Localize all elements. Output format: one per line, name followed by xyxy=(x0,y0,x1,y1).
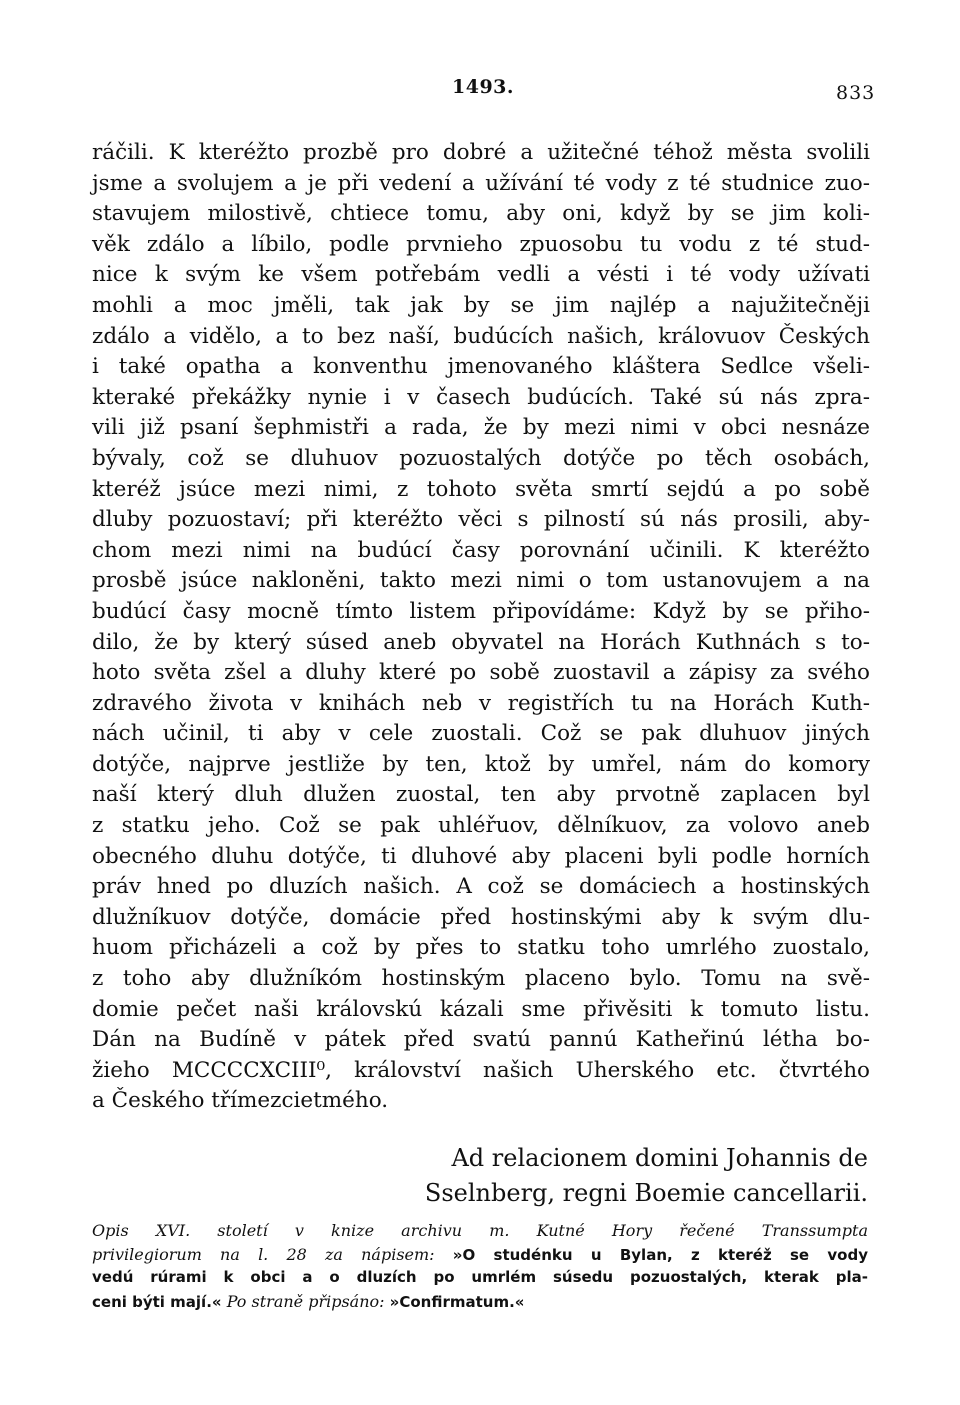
text-line: věk zdálo a líbilo, podle prvnieho zpuosobu tu vodu z té stud- xyxy=(92,231,870,257)
text-line: jsme a svolujem a je při vedení a užívání té vody z té studnice zuo- xyxy=(92,170,870,196)
main-text xyxy=(92,138,870,1117)
text-line: z toho aby dlužníkóm hostinským placeno bylo. Tomu na svě- xyxy=(92,966,870,992)
text-line: hoto světa zšel a dluhy které po sobě zuostavil a zápisy za svého xyxy=(92,660,870,686)
text-line: i také opatha a konventhu jmenovaného kláštera Sedlce všeli- xyxy=(92,354,870,380)
text-line: dilo, že by který súsed aneb obyvatel na Horách Kuthnách s to- xyxy=(92,629,870,655)
text-line: nách učinil, ti aby v cele zuostali. Což se pak dluhuov jiných xyxy=(92,721,870,747)
source-note-line xyxy=(92,1266,868,1290)
text-line: práv hned po dluzích našich. A což se domáciech a hostinských xyxy=(92,874,870,900)
text-line: žieho MCCCCXCIII⁰, království našich Uherského etc. čtvrtého xyxy=(92,1057,870,1083)
text-line: stavujem milostivě, chtiece tomu, aby oni, když by se jim koli- xyxy=(92,201,870,227)
text-line: vili již psaní šephmistři a rada, že by mezi nimi v obci nesnáze xyxy=(92,415,870,441)
source-note-italic: Opis XVI. století v knize archivu m. Kutné Hory řečené Transsumpta xyxy=(92,1221,868,1240)
source-note-title: »O studénku u Bylan, z kteréž se vody xyxy=(452,1245,868,1264)
text-line: bývaly, což se dluhuov pozuostalých dotýče po těch osobách, xyxy=(92,445,870,471)
signature-line: Ad relacionem domini Johannis de xyxy=(451,1144,868,1172)
text-line: mohli a moc jměli, tak jak by se jim najlép a najužitečněji xyxy=(92,292,870,318)
source-note-italic: privilegiorum na l. 28 za nápisem: xyxy=(92,1244,435,1264)
text-line: chom mezi nimi na budúcí časy porovnání učinili. K kteréžto xyxy=(92,537,870,563)
page-header xyxy=(0,76,960,106)
text-line: obecného dluhu dotýče, ti dluhové aby placeni byli podle horních xyxy=(92,843,870,869)
text-line: dotýče, najprve jestliže by ten, ktož by umřel, nám do komory xyxy=(92,751,870,777)
text-line: kteraké překážky nynie i v časech budúcích. Také sú nás zpra- xyxy=(92,384,870,410)
text-line: Dán na Budíně v pátek před svatú pannú Katheřinú létha bo- xyxy=(92,1027,870,1053)
source-note-title: vedú rúrami k obci a o dluzích po umrlém súsedu pozuostalých, kterak pla- xyxy=(92,1268,868,1286)
text-line: zdálo a vidělo, a to bez naší, budúcích našich, královuov Českých xyxy=(92,323,870,349)
text-line: ráčili. K kteréžto prozbě pro dobré a užitečné téhož města svolili xyxy=(92,140,870,165)
text-line: nice k svým ke všem potřebám vedli a vésti i té vody užívati xyxy=(92,262,870,288)
chancery-signature xyxy=(425,1141,868,1211)
text-line: zdravého života v knihách neb v registřích tu na Horách Kuth- xyxy=(92,690,870,716)
source-note-line xyxy=(92,1243,868,1267)
source-note-line xyxy=(92,1219,868,1243)
text-line: dlužníkuov dotýče, domácie před hostinskými aby k svým dlu- xyxy=(92,904,870,930)
source-note-italic: Po straně připsáno: xyxy=(226,1291,385,1311)
text-line: dluby pozuostaví; při kteréžto věci s pilností sú nás prosili, aby- xyxy=(92,507,870,533)
text-line: huom přicházeli a což by přes to statku toho umrlého zuostalo, xyxy=(92,935,870,961)
source-note-confirmatum: »Confirmatum.« xyxy=(389,1292,525,1311)
page-number: 833 xyxy=(836,82,876,104)
text-line: kteréž jsúce mezi nimi, z tohoto světa smrtí sejdú a po sobě xyxy=(92,476,870,502)
text-line: z statku jeho. Což se pak uhléřuov, dělníkuov, za volovo aneb xyxy=(92,813,870,839)
signature-line: Sselnberg, regni Boemie cancellarii. xyxy=(424,1179,868,1207)
source-note-line xyxy=(92,1290,868,1314)
source-note xyxy=(92,1219,868,1313)
text-line: a Českého třímezcietmého. xyxy=(92,1088,389,1114)
text-line: prosbě jsúce nakloněni, takto mezi nimi o tom ustanovujem a na xyxy=(92,568,870,594)
text-line: domie pečet naši královskú kázali sme přivěsiti k tomuto listu. xyxy=(92,996,870,1022)
page-year: 1493. xyxy=(452,76,514,98)
text-line: naší který dluh dlužen zuostal, ten aby prvotně zaplacen byl xyxy=(92,782,870,808)
source-note-title: ceni býti mají.« xyxy=(92,1292,222,1311)
text-line: budúcí časy mocně tímto listem připovídáme: Když by se přiho- xyxy=(92,598,870,624)
